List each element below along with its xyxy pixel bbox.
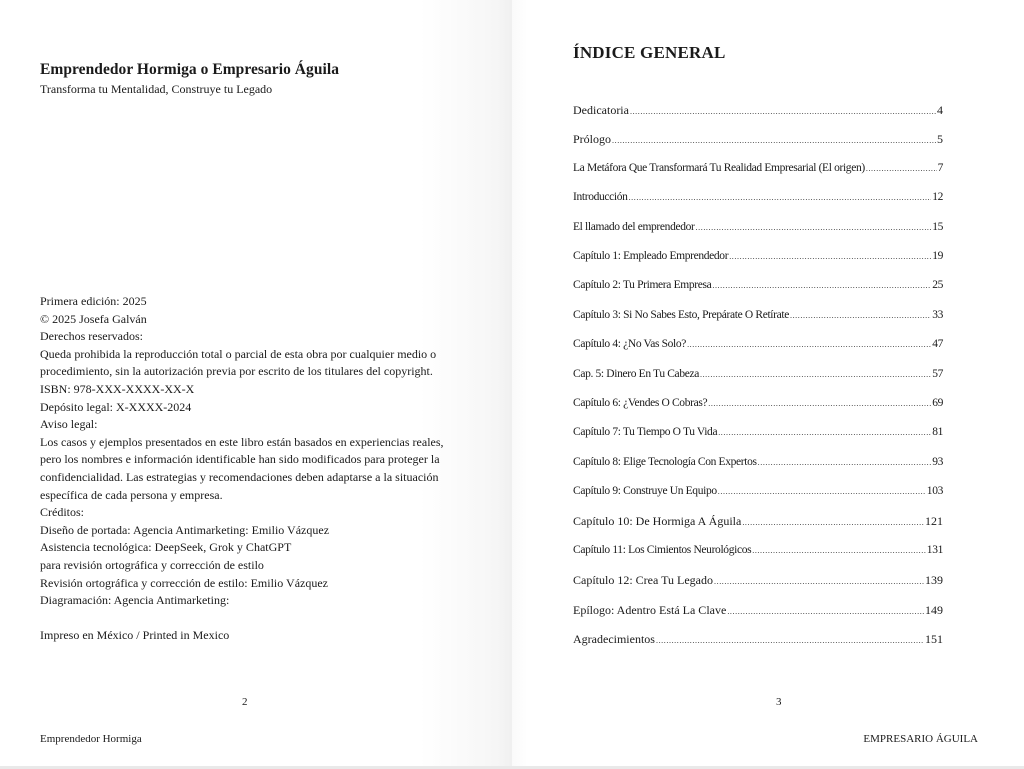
toc-entry-page: 57	[932, 367, 943, 380]
dot-leader	[696, 223, 932, 232]
dot-leader	[758, 458, 932, 467]
toc-entry-page: 69	[932, 396, 943, 409]
toc-entry-label: El llamado del emprendedor	[573, 220, 695, 233]
toc-entry[interactable]	[573, 632, 943, 661]
dot-leader	[687, 340, 931, 349]
toc-entry[interactable]	[573, 573, 943, 602]
toc-entry-label: Introducción	[573, 191, 628, 204]
toc-entry[interactable]	[573, 309, 943, 338]
toc-entry-page: 121	[925, 514, 943, 529]
dot-leader	[729, 252, 931, 261]
tech-assistance-line: Asistencia tecnológica: DeepSeek, Grok y ChatGPT	[40, 540, 292, 555]
running-footer: EMPRESARIO ÁGUILA	[863, 733, 978, 745]
toc-entry-label: Capítulo 7: Tu Tiempo O Tu Vida	[573, 426, 718, 439]
toc-entry-label: Capítulo 6: ¿Vendes O Cobras?	[573, 396, 708, 409]
notice-heading: Aviso legal:	[40, 417, 98, 432]
dot-leader	[718, 487, 926, 496]
toc-entry-page: 93	[932, 455, 943, 468]
dot-leader	[752, 546, 926, 555]
dot-leader	[712, 281, 931, 290]
toc-entry-page: 19	[932, 249, 943, 262]
notice-text: Los casos y ejemplos presentados en este libro están basados en experiencias reales, pero los nombres e información identificable han sido modificados para proteger la confidencialidad. Las estrategias y recomendaciones deben adaptarse a la situación específica de cada persona y empresa.	[40, 434, 444, 502]
edition-line: Primera edición: 2025	[40, 294, 147, 308]
toc-entry-page: 81	[932, 426, 943, 439]
toc-entry[interactable]	[573, 279, 943, 308]
toc-entry[interactable]	[573, 338, 943, 367]
proofreading-line: Revisión ortográfica y corrección de estilo: Emilio Vázquez	[40, 575, 329, 590]
toc-entry-page: 149	[925, 602, 943, 617]
dot-leader	[629, 193, 932, 202]
toc-entry-page: 4	[937, 103, 943, 117]
toc-entry-page: 103	[926, 485, 943, 498]
toc-entry[interactable]	[573, 103, 943, 132]
toc-entry[interactable]	[573, 603, 943, 632]
page-number: 2	[242, 696, 248, 708]
tech-assistance-note: para revisión ortográfica y corrección de estilo	[40, 557, 264, 572]
toc-entry-page: 33	[932, 308, 943, 321]
dot-leader	[630, 107, 936, 116]
dot-leader	[727, 607, 924, 616]
toc-entry-page: 15	[932, 220, 943, 233]
page-number: 3	[776, 696, 782, 708]
toc-entry-page: 139	[925, 573, 943, 588]
credits-heading: Créditos:	[40, 505, 84, 520]
layout-line: Diagramación: Agencia Antimarketing:	[40, 593, 230, 608]
toc-entry-label: Epílogo: Adentro Está La Clave	[573, 602, 727, 617]
toc-entry-label: Capítulo 3: Si No Sabes Esto, Prepárate O Retírate	[573, 308, 789, 321]
toc-entry[interactable]	[573, 456, 943, 485]
toc-entry-label: Capítulo 9: Construye Un Equipo	[573, 485, 717, 498]
running-footer: Emprendedor Hormiga	[40, 733, 142, 745]
toc-entry-page: 25	[932, 279, 943, 292]
table-of-contents	[573, 103, 943, 661]
colophon	[40, 293, 460, 645]
copyright-line: © 2025 Josefa Galván	[40, 311, 147, 326]
toc-entry-label: La Metáfora Que Transformará Tu Realidad Empresarial (El origen)	[573, 161, 865, 174]
toc-entry-label: Capítulo 11: Los Cimientos Neurológicos	[573, 543, 752, 556]
book-title: Emprendedor Hormiga o Empresario Águila	[40, 61, 340, 78]
toc-entry-label: Prólogo	[573, 132, 612, 147]
printed-in-line: Impreso en México / Printed in Mexico	[40, 628, 230, 643]
isbn-line: ISBN: 978-XXX-XXXX-XX-X	[40, 381, 195, 396]
toc-entry-label: Capítulo 10: De Hormiga A Águila	[573, 514, 742, 529]
toc-entry-page: 7	[937, 161, 943, 174]
dot-leader	[742, 518, 924, 527]
toc-entry-label: Capítulo 8: Elige Tecnología Con Expertos	[573, 455, 757, 468]
book-subtitle: Transforma tu Mentalidad, Construye tu Legado	[40, 82, 273, 96]
toc-entry[interactable]	[573, 221, 943, 250]
rights-text: Queda prohibida la reproducción total o parcial de esta obra por cualquier medio o procedimiento, sin la autorización previa por escrito de los titulares del copyright.	[40, 346, 437, 379]
legal-deposit-line: Depósito legal: X-XXXX-2024	[40, 399, 192, 414]
toc-entry-page: 47	[932, 338, 943, 351]
toc-entry-label: Capítulo 1: Empleado Emprendedor	[573, 249, 729, 262]
left-page	[0, 0, 512, 766]
dot-leader	[612, 136, 936, 145]
dot-leader	[714, 577, 924, 586]
toc-entry[interactable]	[573, 485, 943, 514]
toc-entry[interactable]	[573, 162, 943, 191]
toc-entry-label: Agradecimientos	[573, 632, 655, 647]
toc-entry[interactable]	[573, 544, 943, 573]
toc-entry-label: Capítulo 12: Crea Tu Legado	[573, 573, 713, 588]
toc-entry-label: Capítulo 2: Tu Primera Empresa	[573, 279, 712, 292]
toc-entry-page: 131	[926, 543, 943, 556]
toc-entry-page: 151	[925, 632, 943, 647]
dot-leader	[866, 164, 937, 173]
toc-entry[interactable]	[573, 397, 943, 426]
toc-title: ÍNDICE GENERAL	[573, 43, 726, 62]
toc-entry[interactable]	[573, 368, 943, 397]
toc-entry[interactable]	[573, 250, 943, 279]
toc-entry[interactable]	[573, 191, 943, 220]
spacer	[40, 610, 460, 628]
right-page	[512, 0, 1024, 766]
dot-leader	[700, 370, 931, 379]
toc-entry-page: 12	[932, 191, 943, 204]
toc-entry-label: Capítulo 4: ¿No Vas Solo?	[573, 338, 687, 351]
toc-entry[interactable]	[573, 132, 943, 161]
cover-design-line: Diseño de portada: Agencia Antimarketing: Emilio Vázquez	[40, 522, 330, 537]
toc-entry-label: Dedicatoria	[573, 103, 629, 117]
dot-leader	[718, 428, 931, 437]
dot-leader	[708, 399, 931, 408]
toc-entry-page: 5	[937, 132, 943, 147]
toc-entry-label: Cap. 5: Dinero En Tu Cabeza	[573, 367, 699, 380]
dot-leader	[790, 311, 931, 320]
rights-heading: Derechos reservados:	[40, 329, 143, 344]
toc-entry[interactable]	[573, 514, 943, 543]
dot-leader	[656, 636, 924, 645]
toc-entry[interactable]	[573, 426, 943, 455]
